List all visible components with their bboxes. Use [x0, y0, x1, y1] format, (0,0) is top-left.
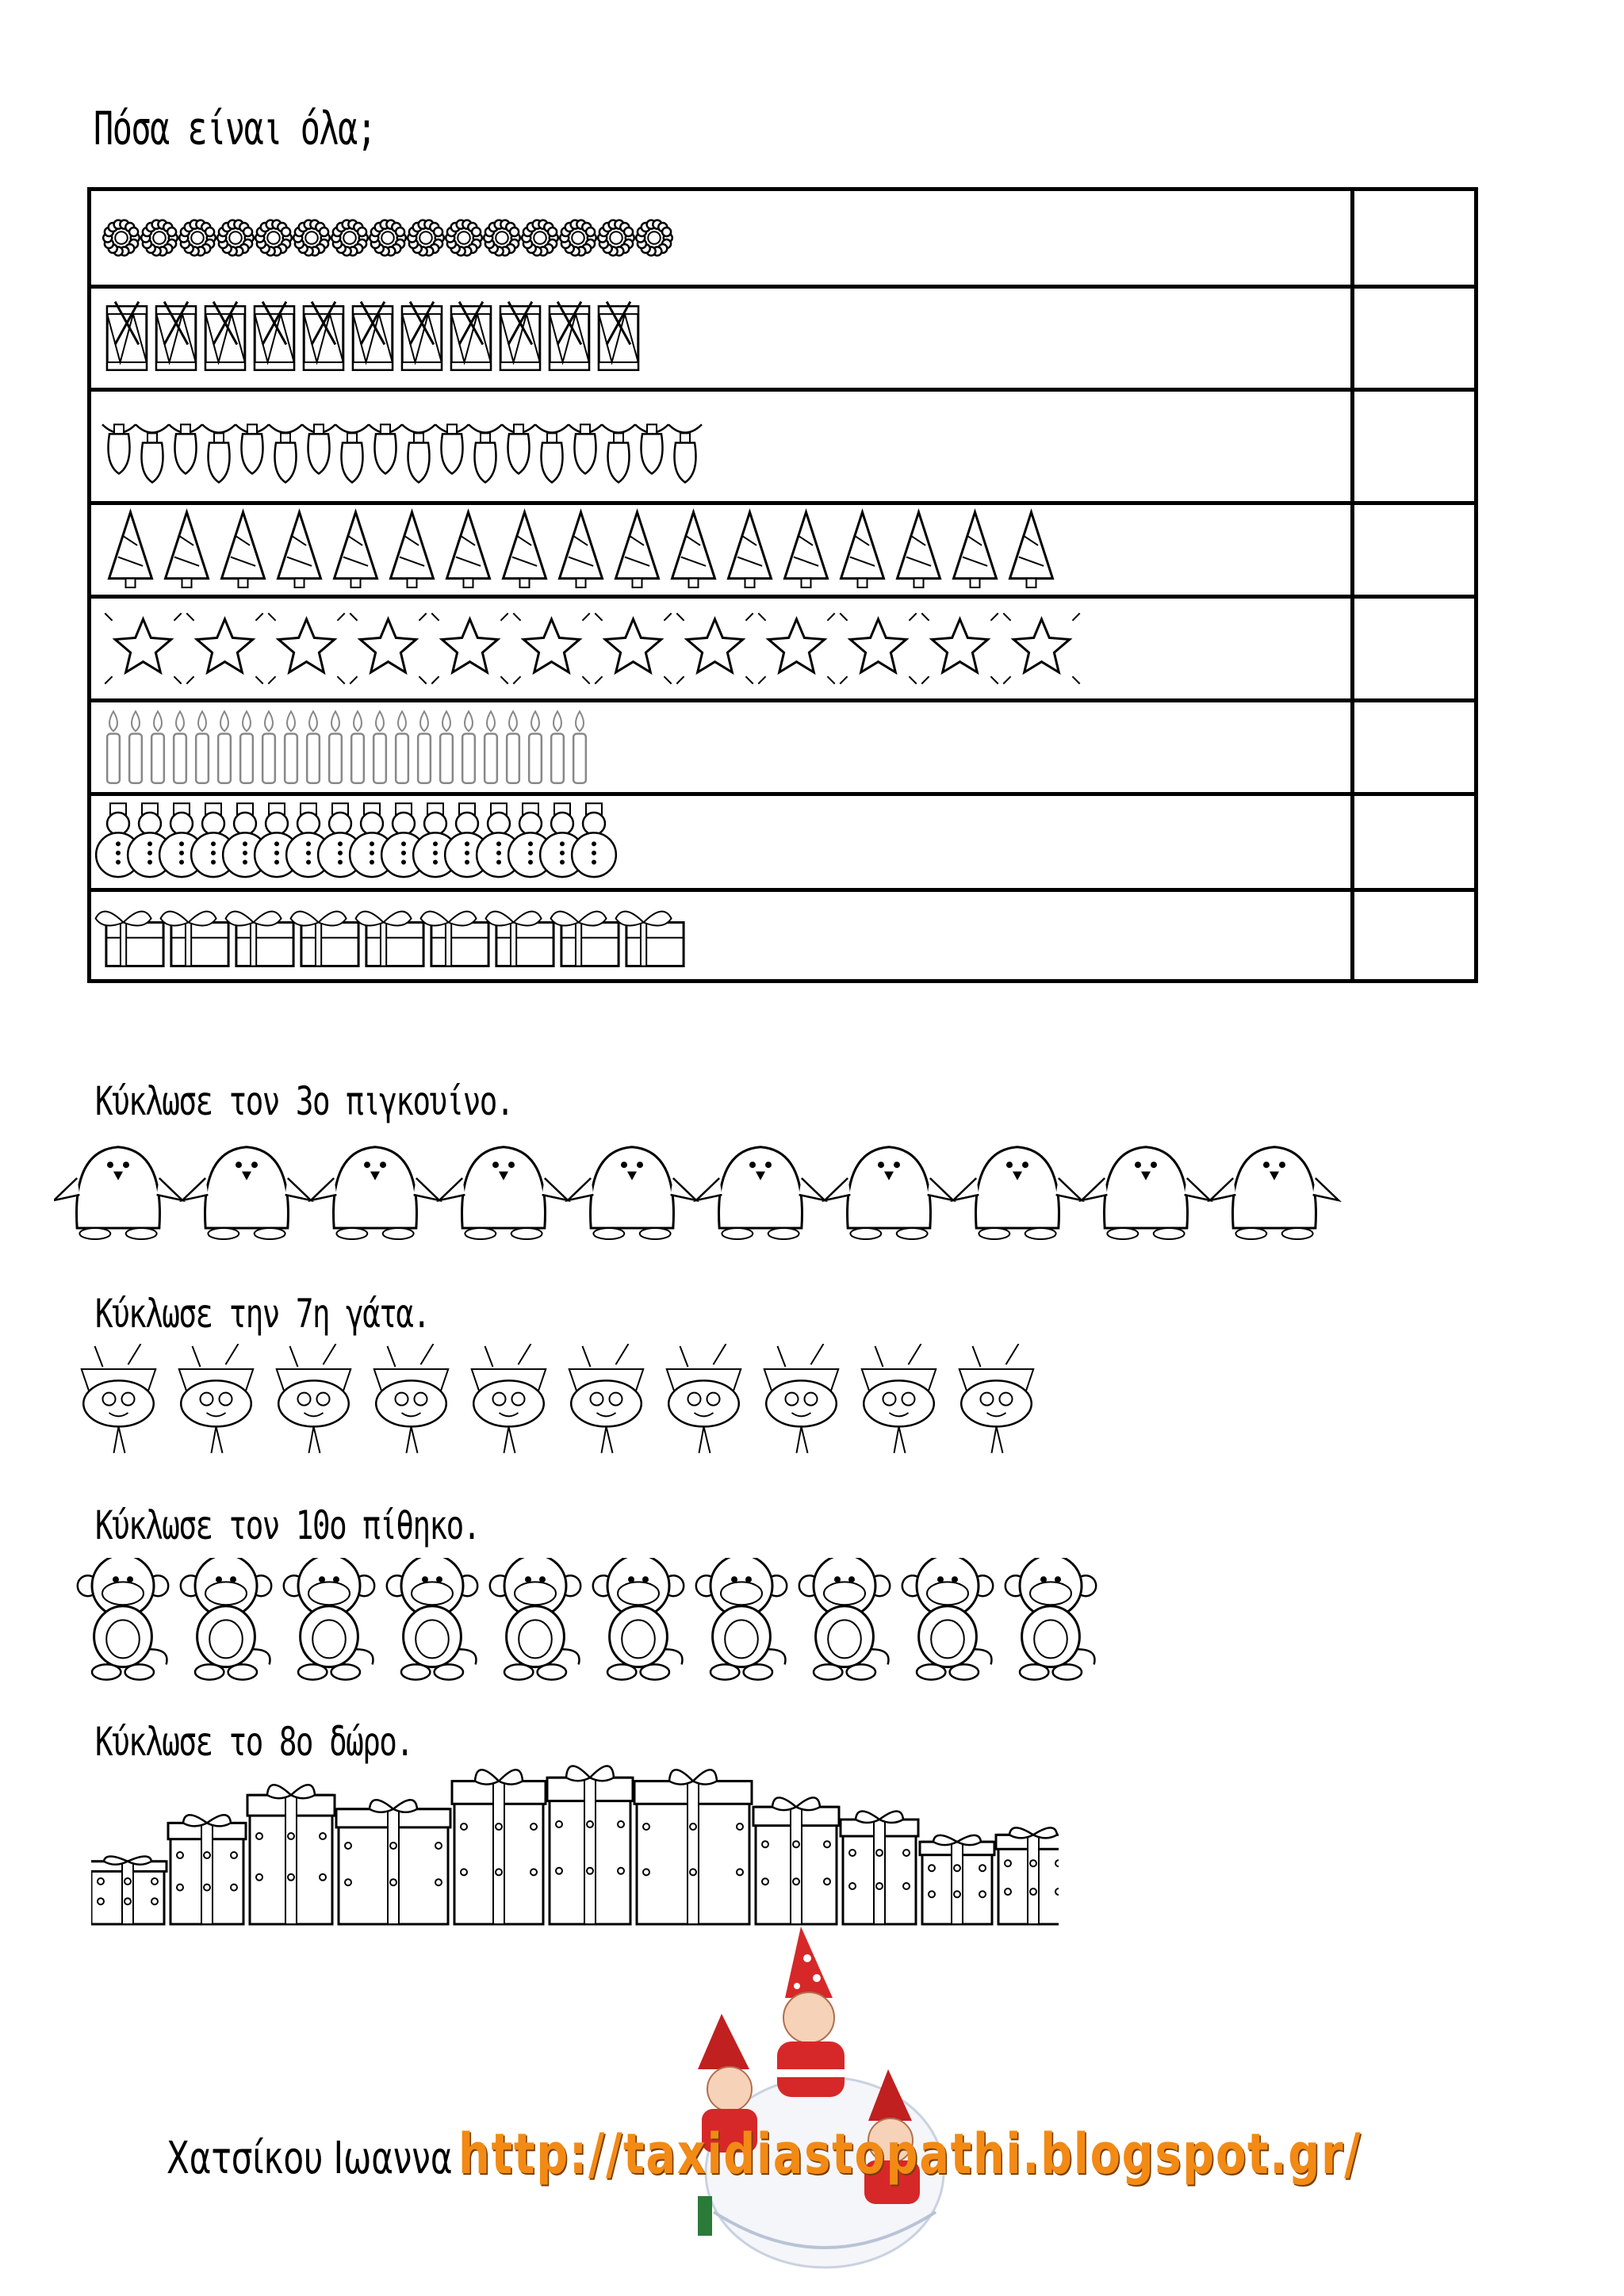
christmas-tree-icon	[504, 512, 546, 587]
christmas-tree-icon	[335, 512, 377, 587]
wreath-icon	[331, 220, 368, 256]
light-bulb-icon	[169, 424, 202, 473]
gift-box-icon	[161, 912, 229, 966]
worksheet-title: Πόσα είναι όλα;	[94, 101, 376, 155]
wreath-row	[90, 189, 1353, 287]
penguin-icon	[311, 1147, 439, 1239]
candle-icon	[307, 711, 320, 783]
monkey-icon	[490, 1558, 580, 1680]
candle-icon	[329, 711, 342, 783]
gift-box-icon	[226, 912, 294, 966]
candle-icon	[174, 711, 186, 783]
monkey-icon	[78, 1558, 168, 1680]
candle-icon	[440, 711, 453, 783]
star-icon	[1003, 614, 1079, 684]
wreath-icon	[484, 220, 520, 256]
light-bulb-icon	[502, 424, 535, 473]
candle-icon	[262, 711, 275, 783]
answer-box[interactable]	[1353, 794, 1477, 890]
candle-icon	[373, 711, 386, 783]
penguin-icon	[568, 1147, 696, 1239]
table-row	[90, 890, 1477, 982]
light-bulb-icon	[535, 424, 569, 482]
star-icon	[186, 614, 262, 684]
light-bulb-icon	[302, 424, 335, 473]
star-row	[90, 597, 1353, 701]
candle-icon	[396, 711, 408, 783]
candle-icon	[129, 711, 142, 783]
monkey-icon	[1005, 1558, 1096, 1680]
light-bulb-icon	[668, 424, 702, 482]
gift-row	[90, 890, 1353, 982]
cat-icon	[472, 1344, 546, 1453]
christmas-tree-icon	[447, 512, 490, 587]
present-icon	[91, 1857, 167, 1925]
table-row	[90, 390, 1477, 503]
present-icon	[452, 1770, 546, 1924]
task-monkey-label: Κύκλωσε τον 10ο πίθηκο.	[95, 1502, 480, 1548]
penguin-icon	[953, 1147, 1082, 1239]
penguin-icon	[696, 1147, 825, 1239]
wreath-icon	[560, 220, 596, 256]
christmas-tree-icon	[616, 512, 659, 587]
cat-icon	[179, 1344, 253, 1453]
answer-box[interactable]	[1353, 390, 1477, 503]
wreath-icon	[179, 220, 216, 256]
light-bulb-icon	[335, 424, 369, 482]
star-icon	[676, 614, 753, 684]
cat-icon	[569, 1344, 643, 1453]
task-present-label: Κύκλωσε το 8ο δώρο.	[95, 1719, 413, 1765]
answer-box[interactable]	[1353, 597, 1477, 701]
drum-icon	[550, 302, 589, 370]
candle-icon	[485, 711, 497, 783]
drum-icon	[500, 302, 540, 370]
christmas-tree-icon	[785, 512, 828, 587]
penguin-icon	[1210, 1147, 1339, 1239]
answer-box[interactable]	[1353, 287, 1477, 390]
drum-row	[90, 287, 1353, 390]
star-icon	[268, 614, 344, 684]
lights-row	[90, 390, 1353, 503]
christmas-tree-icon	[391, 512, 434, 587]
present-icon	[996, 1827, 1059, 1924]
cat-icon	[82, 1344, 155, 1453]
cat-icon	[959, 1344, 1033, 1453]
star-icon	[350, 614, 426, 684]
answer-box[interactable]	[1353, 503, 1477, 597]
penguin-icon	[1082, 1147, 1210, 1239]
cat-icon	[374, 1344, 448, 1453]
wreath-icon	[598, 220, 634, 256]
table-row	[90, 189, 1477, 287]
christmas-tree-icon	[672, 512, 715, 587]
wreath-icon	[293, 220, 330, 256]
star-icon	[758, 614, 834, 684]
monkey-icon	[902, 1558, 993, 1680]
answer-box[interactable]	[1353, 701, 1477, 794]
present-icon	[753, 1797, 839, 1924]
gift-box-icon	[421, 912, 489, 966]
candle-icon	[507, 711, 519, 783]
star-icon	[513, 614, 589, 684]
light-bulb-icon	[402, 424, 435, 482]
penguin-icon	[439, 1147, 568, 1239]
light-bulb-icon	[435, 424, 469, 473]
drum-icon	[402, 302, 442, 370]
star-icon	[431, 614, 508, 684]
christmas-tree-icon	[166, 512, 209, 587]
star-icon	[840, 614, 916, 684]
penguin-icon	[54, 1147, 182, 1239]
cat-icon	[667, 1344, 741, 1453]
counting-table	[87, 187, 1478, 983]
star-icon	[595, 614, 671, 684]
wreath-icon	[370, 220, 406, 256]
monkey-icon	[696, 1558, 787, 1680]
candle-icon	[285, 711, 297, 783]
gift-box-icon	[356, 912, 424, 966]
wreath-icon-strip	[91, 191, 1350, 285]
monkey-icon	[799, 1558, 890, 1680]
candle-icon	[573, 711, 586, 783]
table-row	[90, 503, 1477, 597]
wreath-icon	[217, 220, 254, 256]
light-bulb-icon	[269, 424, 302, 482]
answer-box[interactable]	[1353, 890, 1477, 982]
drum-icon	[205, 302, 245, 370]
candle-icon	[240, 711, 253, 783]
candle-icon	[151, 711, 164, 783]
candle-icon	[462, 711, 475, 783]
table-row	[90, 287, 1477, 390]
light-bulb-icon	[236, 424, 269, 473]
gift-box-icon	[96, 912, 164, 966]
answer-box[interactable]	[1353, 189, 1477, 287]
star-icon	[921, 614, 998, 684]
light-bulb-icon	[202, 424, 236, 482]
light-bulb-icon	[469, 424, 502, 482]
drum-icon	[156, 302, 196, 370]
candle-icon	[529, 711, 542, 783]
author-name: Χατσίκου Ιωαννα	[167, 2133, 453, 2184]
light-bulb-icon	[602, 424, 635, 482]
task-cat-label: Κύκλωσε την 7η γάτα.	[95, 1291, 430, 1337]
wreath-icon	[446, 220, 482, 256]
gift-box-icon	[551, 912, 619, 966]
monkey-icon	[284, 1558, 374, 1680]
penguin-icon	[182, 1147, 311, 1239]
wreath-icon	[636, 220, 672, 256]
present-icon	[634, 1770, 752, 1924]
christmas-tree-icon	[1010, 512, 1053, 587]
star-icon	[105, 614, 181, 684]
task-penguin-label: Κύκλωσε τον 3ο πιγκουίνο.	[95, 1078, 513, 1124]
christmas-tree-icon	[109, 512, 152, 587]
table-row	[90, 597, 1477, 701]
present-icon	[168, 1815, 246, 1924]
candle-icon	[218, 711, 231, 783]
candle-icon	[418, 711, 431, 783]
gift-box-icon	[486, 912, 554, 966]
candle-row	[90, 701, 1353, 794]
light-bulb-icon	[102, 424, 136, 473]
candle-icon	[351, 711, 364, 783]
cat-icon	[764, 1344, 838, 1453]
cat-strip[interactable]	[70, 1344, 1069, 1459]
christmas-tree-icon	[278, 512, 321, 587]
drum-icon	[353, 302, 393, 370]
drum-icon	[599, 302, 638, 370]
wreath-icon	[103, 220, 140, 256]
penguin-strip[interactable]	[54, 1134, 1354, 1245]
christmas-tree-icon	[954, 512, 997, 587]
present-icon	[841, 1812, 918, 1925]
cat-icon	[277, 1344, 350, 1453]
drum-icon	[304, 302, 343, 370]
drum-icon	[107, 302, 147, 370]
wreath-icon	[408, 220, 444, 256]
christmas-tree-icon	[222, 512, 265, 587]
candle-icon	[551, 711, 564, 783]
wreath-icon	[255, 220, 292, 256]
light-bulb-icon	[369, 424, 402, 473]
wreath-icon	[522, 220, 558, 256]
gift-box-icon	[291, 912, 359, 966]
light-bulb-icon	[635, 424, 668, 473]
present-strip[interactable]	[91, 1758, 1059, 1929]
christmas-tree-icon	[729, 512, 772, 587]
light-bulb-icon	[136, 424, 169, 482]
table-row	[90, 794, 1477, 890]
snowman-icon	[572, 803, 616, 877]
gift-box-icon	[616, 912, 684, 966]
wreath-icon	[141, 220, 178, 256]
blog-url[interactable]: http://taxidiastopathi.blogspot.gr/	[458, 2122, 1362, 2187]
christmas-tree-icon	[560, 512, 603, 587]
cat-icon	[862, 1344, 936, 1453]
candle-icon	[196, 711, 209, 783]
present-icon	[336, 1800, 450, 1924]
elves-on-snowball-illustration	[666, 1911, 967, 2283]
monkey-icon	[387, 1558, 477, 1680]
tree-row	[90, 503, 1353, 597]
candle-icon	[107, 711, 120, 783]
monkey-icon	[593, 1558, 684, 1680]
monkey-icon	[181, 1558, 271, 1680]
christmas-tree-icon	[841, 512, 884, 587]
drum-icon	[255, 302, 294, 370]
present-icon	[547, 1766, 633, 1925]
snowman-row	[90, 794, 1353, 890]
table-row	[90, 701, 1477, 794]
christmas-tree-icon	[898, 512, 940, 587]
light-bulb-icon	[569, 424, 602, 473]
drum-icon	[451, 302, 491, 370]
present-icon	[247, 1785, 335, 1924]
penguin-icon	[825, 1147, 953, 1239]
monkey-strip[interactable]	[71, 1558, 1126, 1685]
